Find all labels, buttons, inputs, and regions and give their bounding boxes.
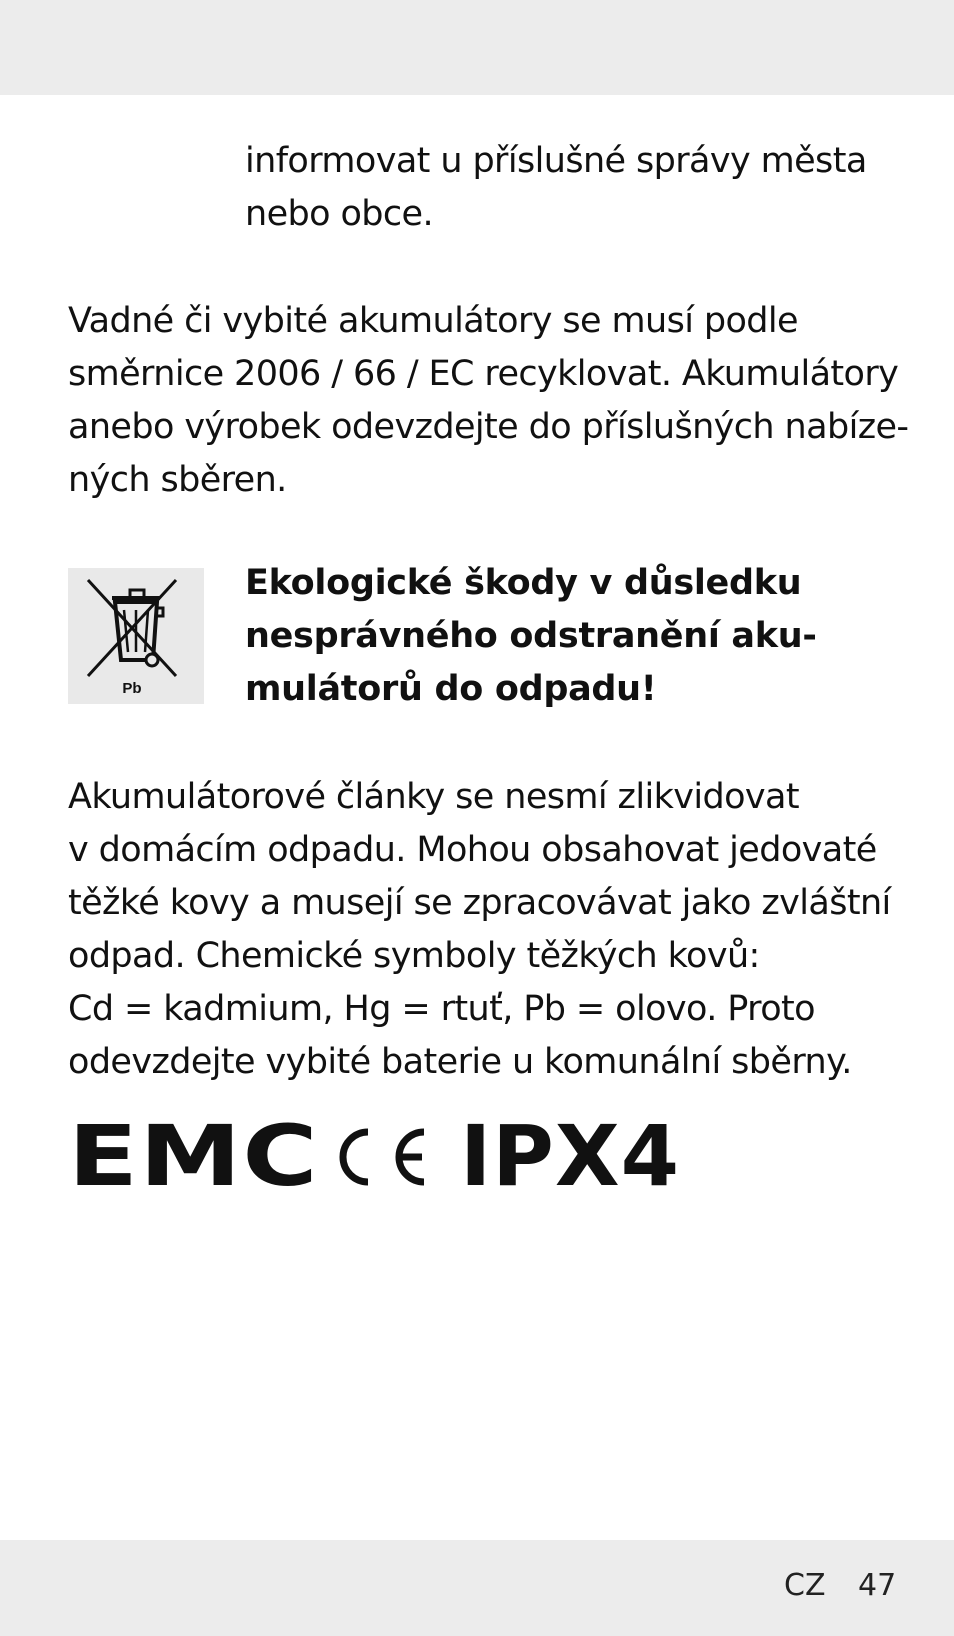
footer-language: CZ (784, 1568, 826, 1603)
heading-line: nesprávného odstranění aku- (245, 616, 817, 656)
intro-text (245, 135, 867, 241)
paragraph-line: Vadné či vybité akumulátory se musí podle (68, 301, 798, 341)
paragraph-line: Cd = kadmium, Hg = rtuť, Pb = olovo. Proto (68, 989, 815, 1029)
warning-heading (245, 557, 817, 716)
intro-line: informovat u příslušné správy města (245, 141, 867, 181)
paragraph-line: odpad. Chemické symboly těžkých kovů: (68, 936, 760, 976)
crossed-out-wheelie-bin-icon (68, 568, 204, 704)
emc-mark: EMC (68, 1107, 319, 1205)
bin-icon-label: Pb (122, 680, 142, 697)
footer-page-number: 47 (858, 1568, 897, 1603)
paragraph-line: směrnice 2006 / 66 / EC recyklovat. Akumulátory (68, 354, 899, 394)
heading-line: Ekologické škody v důsledku (245, 563, 802, 603)
recycling-paragraph (68, 295, 908, 507)
heavy-metals-paragraph (68, 771, 891, 1089)
ipx4-mark: IPX4 (460, 1107, 681, 1205)
paragraph-line: v domácím odpadu. Mohou obsahovat jedovaté (68, 830, 877, 870)
heading-line: mulátorů do odpadu! (245, 669, 657, 709)
paragraph-line: těžké kovy a musejí se zpracovávat jako zvláštní (68, 883, 891, 923)
paragraph-line: ných sběren. (68, 460, 287, 500)
paragraph-line: anebo výrobek odevzdejte do příslušných nabíze- (68, 407, 909, 447)
top-band (0, 0, 954, 95)
intro-line: nebo obce. (245, 194, 434, 234)
paragraph-line: odevzdejte vybité baterie u komunální sběrny. (68, 1042, 852, 1082)
ce-mark-icon (332, 1128, 432, 1186)
paragraph-line: Akumulátorové články se nesmí zlikvidovat (68, 777, 799, 817)
